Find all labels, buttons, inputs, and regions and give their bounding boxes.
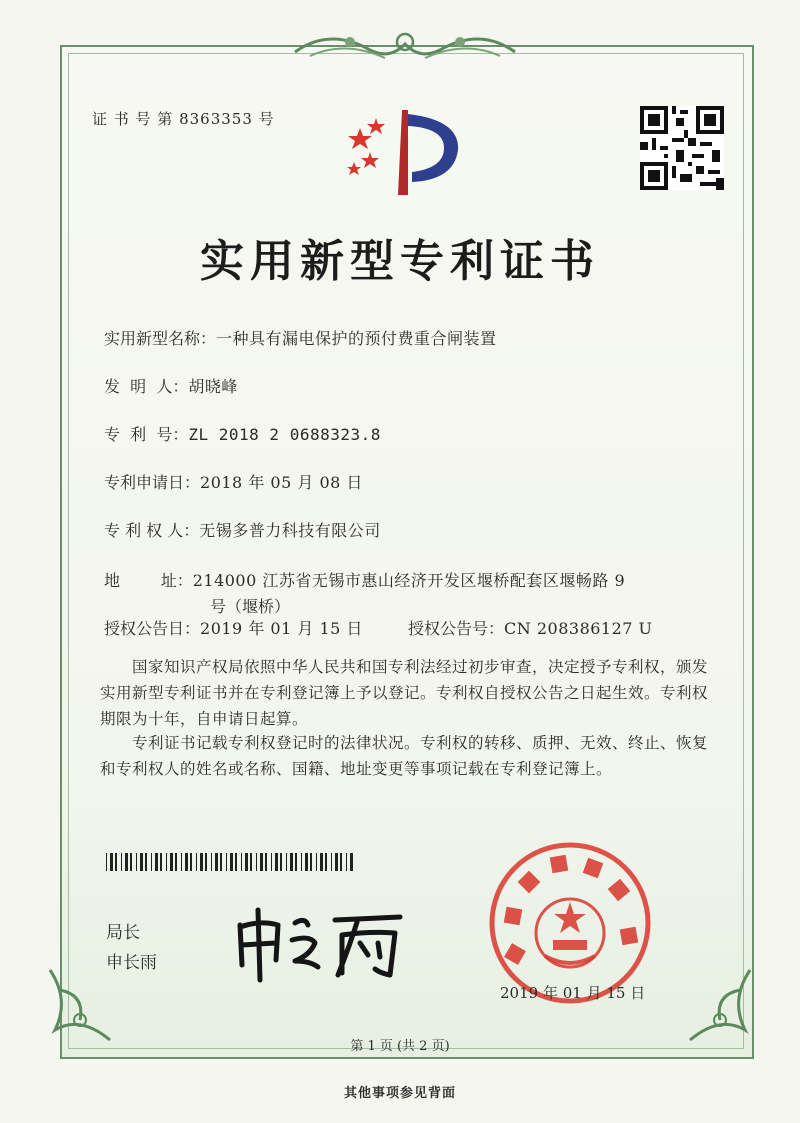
body-paragraph: 国家知识产权局依照中华人民共和国专利法经过初步审查，决定授予专利权，颁发实用新型专利证书并在专利登记簿上予以登记。专利权自授权公告之日起生效。专利权期限为十年，自申请日起算。: [100, 658, 709, 728]
field-label: 实用新型名称：: [104, 329, 217, 348]
field-address: [104, 570, 625, 592]
field-value: 2019 年 01 月 15 日: [200, 619, 363, 638]
field-label: 专 利 号：: [104, 425, 189, 444]
field-patentee: [104, 520, 381, 542]
footer-note: 其他事项参见背面: [343, 1086, 456, 1101]
field-value: CN 208386127 U: [504, 619, 653, 638]
certificate-title: 实用新型专利证书: [200, 236, 600, 287]
field-inventor: [104, 376, 238, 398]
field-label: 地 址：: [104, 571, 193, 590]
field-label: 授权公告号：: [408, 619, 505, 638]
field-address-continued: 号（堰桥）: [210, 597, 291, 616]
certificate-number: 证 书 号 第 8363353 号: [92, 110, 275, 128]
field-value: ZL 2018 2 0688323.8: [188, 425, 381, 444]
director-name: 申长雨: [106, 953, 157, 973]
field-filing-date: [104, 472, 363, 494]
field-utility-model-name: [104, 328, 497, 350]
signature-icon: [230, 895, 410, 985]
page-number: 第 1 页 (共 2 页): [350, 1039, 450, 1054]
top-ornament-icon: [290, 22, 520, 70]
field-label: 授权公告日：: [104, 619, 201, 638]
director-title: 局长: [106, 923, 140, 943]
field-label: 专利申请日：: [104, 473, 201, 492]
barcode-icon: [106, 853, 356, 871]
body-paragraph: 专利证书记载专利权登记时的法律状况。专利权的转移、质押、无效、终止、恢复和专利权人的姓名或名称、国籍、地址变更等事项记载在专利登记簿上。: [100, 734, 709, 778]
qr-code-icon: [640, 106, 724, 190]
field-value: 胡晓峰: [188, 377, 238, 396]
field-label: 专 利 权 人：: [104, 521, 200, 540]
field-grant-date: [104, 618, 363, 640]
patent-office-logo-icon: [340, 100, 470, 200]
field-value: 214000 江苏省无锡市惠山经济开发区堰桥配套区堰畅路 9: [192, 571, 626, 590]
field-label: 发 明 人：: [104, 377, 189, 396]
field-patent-number: [104, 424, 381, 446]
field-value: 无锡多普力科技有限公司: [199, 521, 381, 540]
field-value: 2018 年 05 月 08 日: [200, 473, 363, 492]
field-value: 一种具有漏电保护的预付费重合闸装置: [216, 329, 497, 348]
field-grant-number: [408, 618, 653, 640]
seal-date: 2019 年 01 月 15 日: [500, 984, 646, 1002]
